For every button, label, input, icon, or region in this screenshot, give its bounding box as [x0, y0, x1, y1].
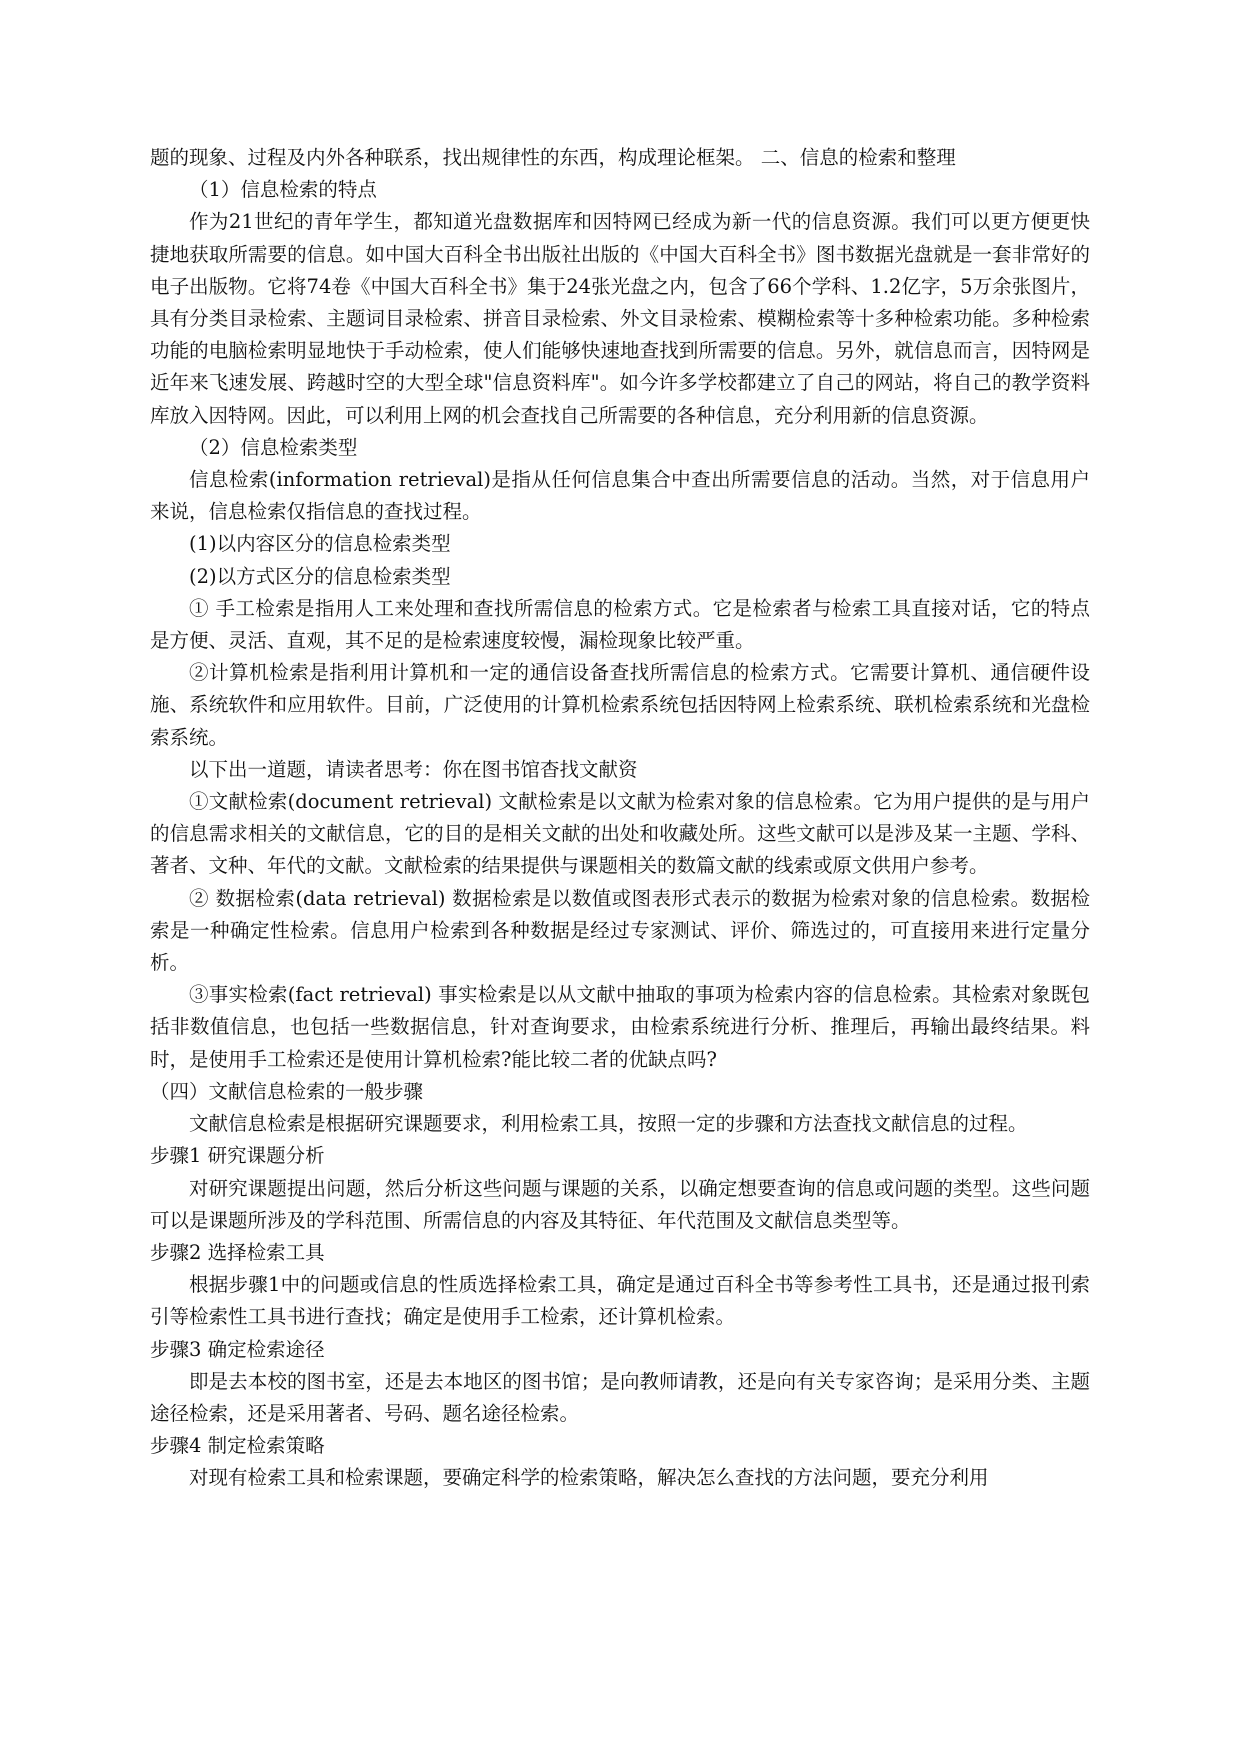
list-item-method-types: (2)以方式区分的信息检索类型 — [189, 564, 451, 588]
document-page — [150, 142, 1090, 1495]
section-heading-general-steps: （四）文献信息检索的一般步骤 — [150, 1079, 424, 1103]
paragraph-data-retrieval: ② 数据检索(data retrieval) 数据检索是以数值或图表形式表示的数据为检索对象的信息检索。数据检索是一种确定性检索。信息用户检索到各种数据是经过专家测试、评价、筛选过的，可直接用来进行定量分析。 — [150, 886, 1090, 975]
section-heading-retrieval-features: （1）信息检索的特点 — [189, 178, 377, 202]
paragraph-fact-retrieval: ③事实检索(fact retrieval) 事实检索是以从文献中抽取的事项为检索内容的信息检索。其检索对象既包括非数值信息，也包括一些数据信息，针对查询要求，由检索系统进行分析、推理后，再输出最终结果。料时，是使用手工检索还是使用计算机检索?能比较二者的优缺点吗? — [150, 983, 1090, 1071]
paragraph-3: 作为21世纪的青年学生，都知道光盘数据库和因特网已经成为新一代的信息资源。我们可以更方便更快捷地获取所需要的信息。如中国大百科全书出版社出版的《中国大百科全书》图书数据光盘就是一套非常好的电子出版物。它将74卷《中国大百科全书》集于24张光盘之内，包含了66个学科、1.2亿字，5万余张图片，具有分类目录检索、主题词目录检索、拼音目录检索、外文目录检索、模糊检索等十多种检索功能。多种检索功能的电脑检索明显地快于手动检索，使人们能够快速地查找到所需要的信息。另外，就信息而言，因特网是近年来飞速发展、跨越时空的大型全球"信息资料库"。如今许多学校都建立了自己的网站，将自己的教学资料库放入因特网。因此，可以利用上网的机会查找自己所需要的各种信息，充分利用新的信息资源。 — [150, 210, 1090, 427]
section-heading-retrieval-types: （2）信息检索类型 — [189, 435, 358, 459]
paragraph-manual-retrieval: ① 手工检索是指用人工来处理和查找所需信息的检索方式。它是检索者与检索工具直接对话，它的特点是方便、灵活、直观，其不足的是检索速度较慢，漏检现象比较严重。 — [150, 596, 1090, 653]
list-item-content-types: (1)以内容区分的信息检索类型 — [189, 532, 451, 556]
paragraph-step-2: 根据步骤1中的问题或信息的性质选择检索工具，确定是通过百科全书等参考性工具书，还是通过报刊索引等检索性工具书进行查找；确定是使用手工检索，还计算机检索。 — [150, 1273, 1090, 1329]
paragraph-1: 题的现象、过程及内外各种联系，找出规律性的东西，构成理论框架。 二、信息的检索和整理 — [150, 146, 956, 169]
paragraph-5: 信息检索(information retrieval)是指从任何信息集合中查出所需要信息的活动。当然，对于信息用户来说，信息检索仅指信息的查找过程。 — [150, 468, 1090, 524]
paragraph-steps-intro: 文献信息检索是根据研究课题要求，利用检索工具，按照一定的步骤和方法查找文献信息的过程。 — [189, 1112, 1028, 1136]
step-heading-1: 步骤1 研究课题分析 — [150, 1144, 325, 1168]
paragraph-step-3: 即是去本校的图书室，还是去本地区的图书馆；是向教师请教，还是向有关专家咨询；是采用分类、主题途径检索，还是采用著者、号码、题名途径检索。 — [150, 1369, 1090, 1425]
step-heading-3: 步骤3 确定检索途径 — [150, 1337, 325, 1361]
paragraph-computer-retrieval: ②计算机检索是指利用计算机和一定的通信设备查找所需信息的检索方式。它需要计算机、通信硬件设施、系统软件和应用软件。目前，广泛使用的计算机检索系统包括因特网上检索系统、联机检索系统和光盘检索系统。 — [150, 661, 1090, 749]
paragraph-step-1: 对研究课题提出问题，然后分析这些问题与课题的关系，以确定想要查询的信息或问题的类型。这些问题可以是课题所涉及的学科范围、所需信息的内容及其特征、年代范围及文献信息类型等。 — [150, 1176, 1090, 1232]
step-heading-2: 步骤2 选择检索工具 — [150, 1240, 325, 1264]
paragraph-question: 以下出一道题，请读者思考：你在图书馆杳找文献资 — [189, 757, 638, 781]
step-heading-4: 步骤4 制定检索策略 — [150, 1434, 325, 1458]
paragraph-document-retrieval: ①文献检索(document retrieval) 文献检索是以文献为检索对象的信息检索。它为用户提供的是与用户的信息需求相关的文献信息，它的目的是相关文献的出处和收藏处所。这些文献可以是涉及某一主题、学科、著者、文种、年代的文献。文献检索的结果提供与课题相关的数篇文献的线索或原文供用户参考。 — [150, 790, 1090, 878]
paragraph-step-4: 对现有检索工具和检索课题，要确定科学的检索策略，解决怎么查找的方法问题，要充分利用 — [189, 1466, 989, 1490]
